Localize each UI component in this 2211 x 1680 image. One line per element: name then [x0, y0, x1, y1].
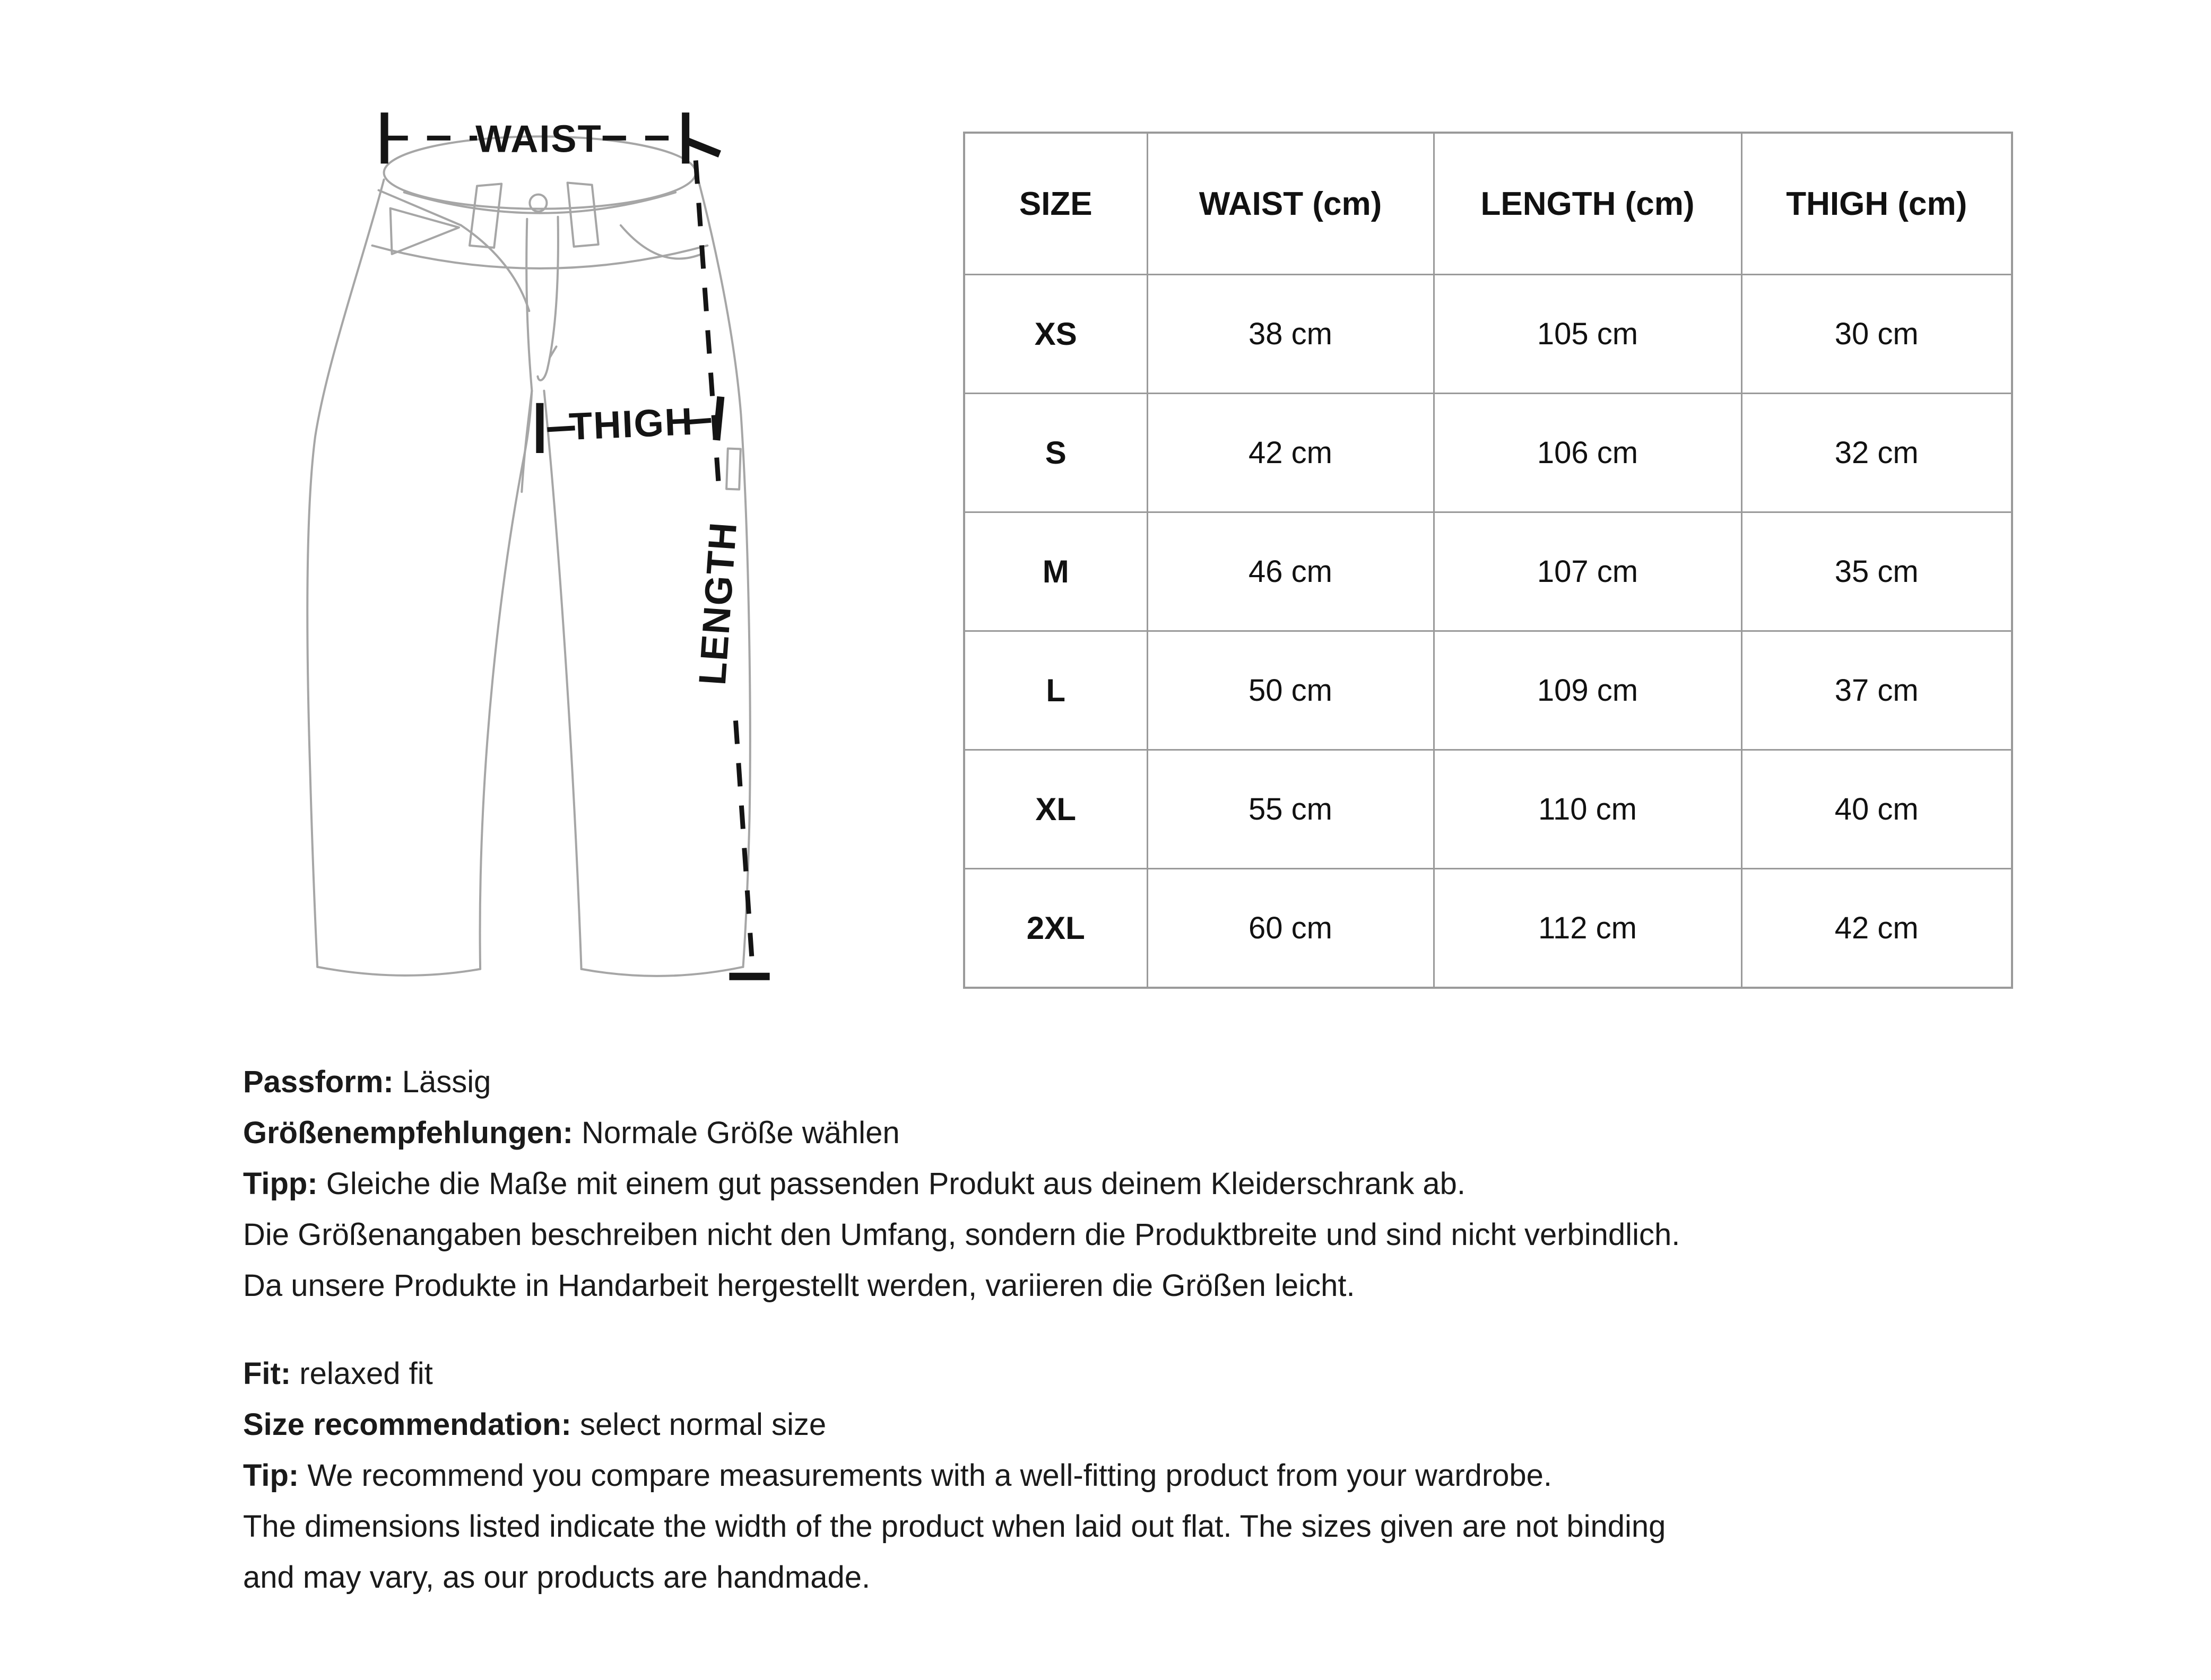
size-rec-line-de [243, 1108, 1680, 1159]
thigh-cell: 42 cm [1741, 869, 2012, 988]
length-cell: 105 cm [1434, 275, 1741, 394]
fit-label-en: Fit: [243, 1356, 291, 1391]
table-header-row [964, 133, 2012, 275]
side-tab [726, 449, 741, 490]
note-line-en: and may vary, as our products are handmade. [243, 1560, 871, 1595]
thigh-cell: 40 cm [1741, 750, 2012, 869]
thigh-measure-label: THIGH [568, 400, 695, 448]
size-cell: 2XL [964, 869, 1147, 988]
pants-outline [307, 136, 750, 976]
size-rec-label-de: Größenempfehlungen: [243, 1116, 573, 1150]
size-rec-label-en: Size recommendation: [243, 1407, 571, 1442]
left-pocket-bag [391, 208, 459, 254]
thigh-cell: 37 cm [1741, 631, 2012, 750]
tip-label-en: Tip: [243, 1458, 299, 1493]
length-measure-label: LENGTH [691, 520, 745, 687]
thigh-cell: 35 cm [1741, 512, 2012, 631]
size-cell: L [964, 631, 1147, 750]
col-header-length: LENGTH (cm) [1434, 133, 1741, 275]
left-hem [317, 967, 480, 976]
tip-line-en [243, 1450, 1666, 1501]
crotch-seam [522, 391, 532, 492]
left-outer-seam [307, 180, 384, 967]
fit-line-de [243, 1057, 1680, 1108]
note-line-de: Die Größenangaben beschreiben nicht den Umfang, sondern die Produktbreite und sind nicht verbindlich. [243, 1217, 1680, 1252]
length-cell: 110 cm [1434, 750, 1741, 869]
tip-line-de [243, 1159, 1680, 1209]
waistband-bottom [372, 246, 708, 268]
right-hem [582, 967, 743, 976]
size-rec-value-de: Normale Größe wählen [582, 1116, 900, 1150]
tip-value-en: We recommend you compare measurements with a well-fitting product from your wardrobe. [307, 1458, 1553, 1493]
length-cell: 106 cm [1434, 394, 1741, 512]
left-inseam [480, 391, 532, 969]
waist-cell: 42 cm [1147, 394, 1434, 512]
pants-measurement-diagram [289, 85, 828, 1016]
note-line-en: The dimensions listed indicate the width of the product when laid out flat. The sizes given are not binding [243, 1509, 1666, 1544]
table-row [964, 512, 2012, 631]
right-pocket-opening [621, 225, 701, 259]
length-dash-top [696, 160, 719, 500]
fly-right [537, 217, 558, 380]
table-row [964, 275, 2012, 394]
size-cell: XL [964, 750, 1147, 869]
length-start-tick [688, 141, 719, 154]
waist-cell: 50 cm [1147, 631, 1434, 750]
col-header-waist: WAIST (cm) [1147, 133, 1434, 275]
notes-german [243, 1057, 1680, 1311]
note-line-de: Da unsere Produkte in Handarbeit hergestellt werden, variieren die Größen leicht. [243, 1268, 1355, 1303]
col-header-thigh: THIGH (cm) [1741, 133, 2012, 275]
table-row [964, 394, 2012, 512]
size-cell: XS [964, 275, 1147, 394]
thigh-cell: 30 cm [1741, 275, 2012, 394]
tip-label-de: Tipp: [243, 1167, 318, 1201]
waist-cell: 38 cm [1147, 275, 1434, 394]
length-cell: 112 cm [1434, 869, 1741, 988]
size-cell: M [964, 512, 1147, 631]
waist-cell: 60 cm [1147, 869, 1434, 988]
belt-loop-right [568, 183, 599, 247]
table-row [964, 750, 2012, 869]
notes-english [243, 1348, 1666, 1603]
length-cell: 109 cm [1434, 631, 1741, 750]
belt-loop-left [470, 184, 501, 248]
right-inseam [544, 391, 581, 969]
fit-value-de: Lässig [402, 1065, 491, 1099]
table-row [964, 631, 2012, 750]
thigh-cell: 32 cm [1741, 394, 2012, 512]
col-header-size: SIZE [964, 133, 1147, 275]
size-cell: S [964, 394, 1147, 512]
table-row [964, 869, 2012, 988]
size-table [963, 132, 2013, 989]
length-cell: 107 cm [1434, 512, 1741, 631]
waist-cell: 55 cm [1147, 750, 1434, 869]
size-rec-line-en [243, 1399, 1666, 1450]
fit-value-en: relaxed fit [299, 1356, 433, 1391]
size-rec-value-en: select normal size [579, 1407, 827, 1442]
fit-label-de: Passform: [243, 1065, 394, 1099]
waist-measure-label: WAIST [475, 118, 602, 161]
tip-value-de: Gleiche die Maße mit einem gut passenden Produkt aus deinem Kleiderschrank ab. [326, 1167, 1466, 1201]
waist-cell: 46 cm [1147, 512, 1434, 631]
fit-line-en [243, 1348, 1666, 1399]
